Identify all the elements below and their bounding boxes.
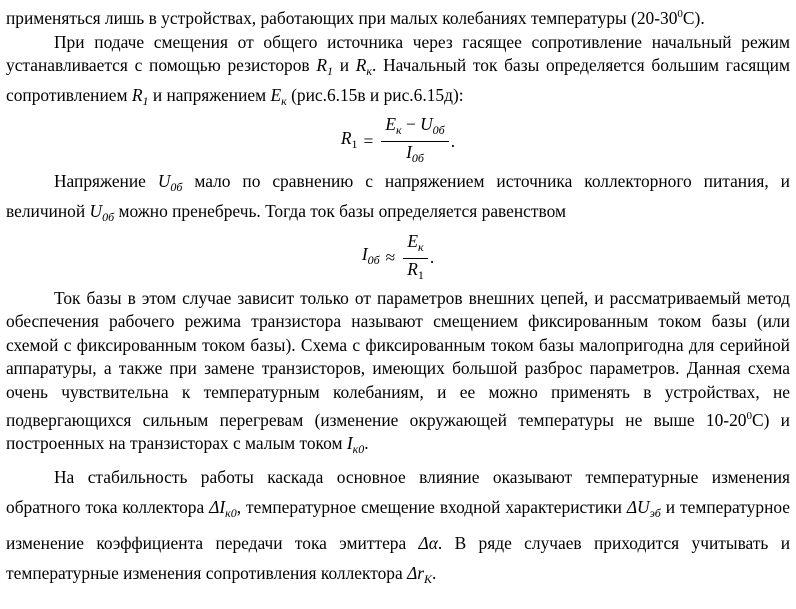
paragraph-continuation: применяться лишь в устройствах, работающих при малых колебаниях температуры $(20-30^0С)$.: [6, 8, 705, 28]
equation-fraction: $\frac{E_к - U_{0б}}{I_{0б}}$: [381, 114, 448, 169]
paragraph-stability: На стабильность работы каскада основное влияние оказывают температурные изменения обратного тока коллектора $\Delta I_{к0}$, температурное смещение входной характеристики $\Delta U_{эб}$ и температурное изменение коэффициента передачи тока эмиттера Δα. В ряде случаев приходится учитывать и температурные изменения сопротивления коллектора $\Delta r_К$.: [6, 466, 791, 586]
equation-i0b: $I_{0б}$ ≈ $\frac{E_к}{R_1}$ .: [6, 231, 790, 286]
equation-r1: $R_1$ = $\frac{E_к - U_{0б}}{I_{0б}}$ .: [6, 114, 790, 169]
paragraph-bias-source: При подаче смещения от общего источника через гасящее сопротивление начальный режим устанавливается с помощью резисторов $R_1$ и $R_к$. Начальный ток базы определяется большим гасящим сопротивлением $R_1$ и напряжением $E_к$ (рис.6.15в и рис.6.15д):: [6, 31, 790, 108]
equation-fraction: $\frac{E_к}{R_1}$: [403, 231, 428, 286]
equation-lhs: $I_{0б}$: [361, 244, 380, 268]
equation-lhs: $R_1$: [340, 128, 358, 152]
paragraph-fixed-base-current: Ток базы в этом случае зависит только от параметров внешних цепей, и рассматриваемый метод обеспечения рабочего режима транзистора называют смещением фиксированным током базы (или схемой с фиксированным током базы). Схема с фиксированным током базы малопригодна для серийной аппаратуры, а также при замене транзисторов, имеющих большой разброс параметров. Данная схема очень чувствительна к температурным колебаниям, и ее можно применять в устройствах, не подвергающихся сильным перегревам (изменение окружающей температуры не выше $10-20^0С$) и построенных на транзисторах с малым током $I_{к0}$.: [6, 287, 790, 457]
paragraph-voltage: Напряжение $U_{0б}$ мало по сравнению с напряжением источника коллекторного питания, и величиной $U_{0б}$ можно пренебречь. Тогда ток базы определяется равенством: [6, 171, 790, 224]
